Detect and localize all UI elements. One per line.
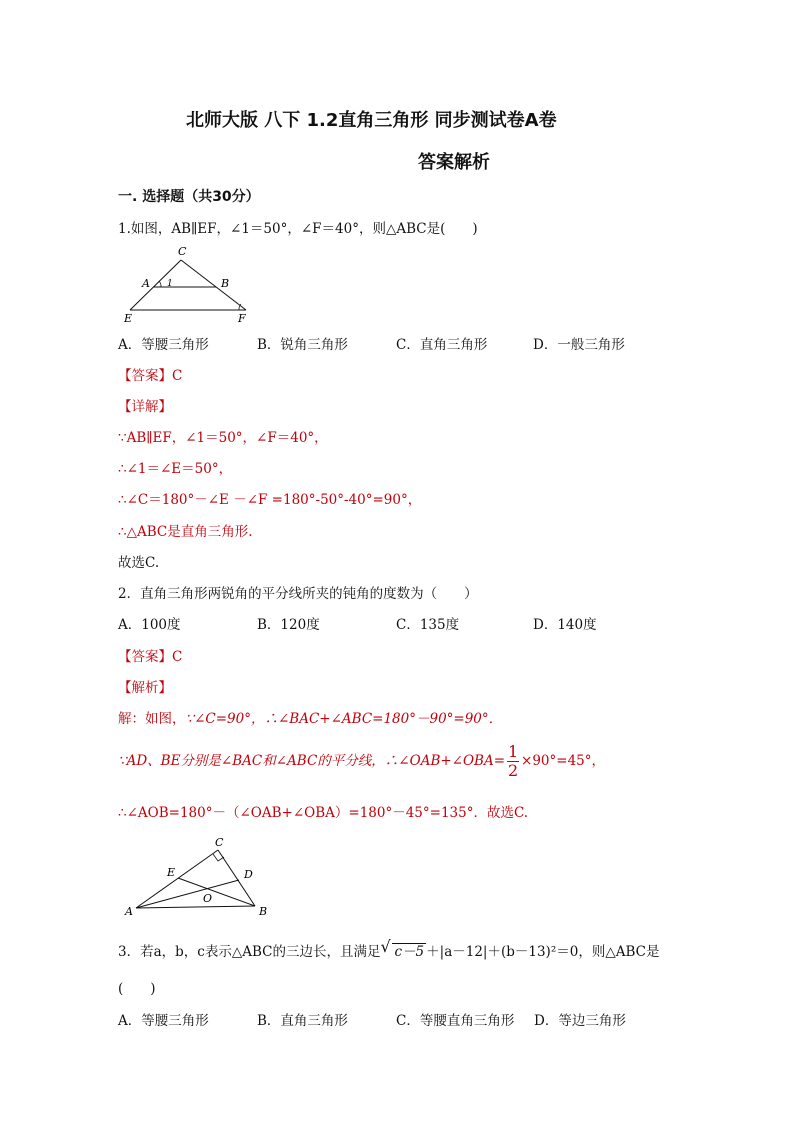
q2-option-a: A．100度: [118, 617, 181, 633]
q2-label-a: A: [125, 905, 133, 918]
q1-option-d: D．一般三角形: [533, 337, 625, 353]
q3-stem-text: ＋|a－12|＋(b－13)²＝0，则△ABC是: [426, 944, 660, 960]
q1-detail-tag: 【详解】: [118, 399, 172, 415]
q2-line-be: [178, 878, 255, 906]
q1-label-f: F: [238, 312, 246, 325]
q3-option-a: A．等腰三角形: [118, 1013, 209, 1029]
q1-option-b: B．锐角三角形: [257, 337, 348, 353]
q2-label-d: D: [244, 868, 253, 881]
q1-line-ce: [130, 260, 181, 310]
q3-option-d: D．等边三角形: [534, 1013, 626, 1029]
radical-sign: √: [380, 937, 391, 956]
q2-solution-text: ∵∠C=90°，∴∠BAC+∠ABC=180°－90°=90°．: [185, 711, 503, 727]
q2-solution-line-2: [118, 744, 605, 779]
q1-answer: 【答案】C: [118, 368, 183, 384]
q1-label-e: E: [124, 312, 133, 325]
q1-solution-line: ∵AB∥EF，∠1＝50°，∠F＝40°，: [118, 430, 328, 446]
title-line-1: 北师大版 八下 1.2直角三角形 同步测试卷A卷: [186, 110, 557, 131]
q3-stem-line-1: [118, 937, 660, 960]
q2-solution-line-3: ∴∠AOB=180°－（∠OAB+∠OBA）=180°－45°=135°．故选C.: [118, 805, 529, 821]
q2-line-ab: [136, 906, 255, 908]
q3-stem-text: 3．若a，b，c表示△ABC的三边长，且满足: [118, 944, 381, 960]
q1-label-1: 1: [167, 279, 173, 289]
q1-angle-1-arc: [159, 281, 161, 287]
one-half-fraction: [507, 744, 519, 779]
q3-option-c: C．等腰直角三角形: [396, 1013, 515, 1029]
q2-figure: [118, 830, 278, 922]
q1-solution-line: ∴∠C＝180°－∠E －∠F =180°-50°-40°=90°，: [118, 492, 422, 508]
q2-stem: 2．直角三角形两锐角的平分线所夹的钝角的度数为（ ）: [118, 586, 478, 602]
q2-option-d: D．140度: [533, 617, 597, 633]
fraction-numerator: 1: [507, 742, 519, 761]
q2-label-e: E: [167, 866, 176, 879]
q1-solution-line: ∴△ABC是直角三角形.: [118, 524, 253, 540]
q2-answer: 【答案】C: [118, 649, 183, 665]
q1-option-a: A．等腰三角形: [118, 337, 209, 353]
q1-solution-line: ∴∠1＝∠E＝50°，: [118, 461, 233, 477]
fraction-denominator: 2: [507, 761, 519, 780]
q2-option-b: B．120度: [257, 617, 320, 633]
q1-option-c: C．直角三角形: [396, 337, 488, 353]
q1-label-a: A: [142, 277, 150, 290]
q2-option-c: C．135度: [396, 617, 460, 633]
q3-option-b: B．直角三角形: [257, 1013, 348, 1029]
q2-solution-prefix: 解：如图，: [118, 711, 186, 727]
title-line-2: 答案解析: [418, 152, 490, 173]
q1-label-b: B: [221, 277, 230, 290]
right-angle-mark: [213, 854, 224, 861]
section-heading: 一. 选择题（共30分）: [118, 189, 260, 205]
q3-stem-line-2: ( ): [118, 981, 156, 997]
q1-conclusion: 故选C.: [118, 555, 160, 571]
q2-solution-text: ∵AD、BE分别是∠BAC和∠ABC的平分线，∴∠OAB+∠OBA=: [118, 753, 506, 769]
q2-line-ad: [136, 880, 239, 908]
q2-label-c: C: [215, 836, 224, 849]
q1-figure: [118, 240, 268, 325]
q1-line-cf: [181, 260, 246, 310]
q2-label-b: B: [259, 905, 268, 918]
q2-solution-text: ×90°=45°，: [521, 753, 606, 769]
q2-solution-line-1: [118, 707, 502, 727]
q1-label-c: C: [178, 245, 187, 258]
square-root: [380, 937, 426, 960]
radicand: c－5: [394, 944, 425, 960]
q2-label-o: O: [203, 892, 213, 905]
q2-analysis-tag: 【解析】: [118, 680, 172, 696]
q1-stem: 1.如图，AB∥EF，∠1＝50°，∠F＝40°，则△ABC是( ): [118, 221, 478, 237]
